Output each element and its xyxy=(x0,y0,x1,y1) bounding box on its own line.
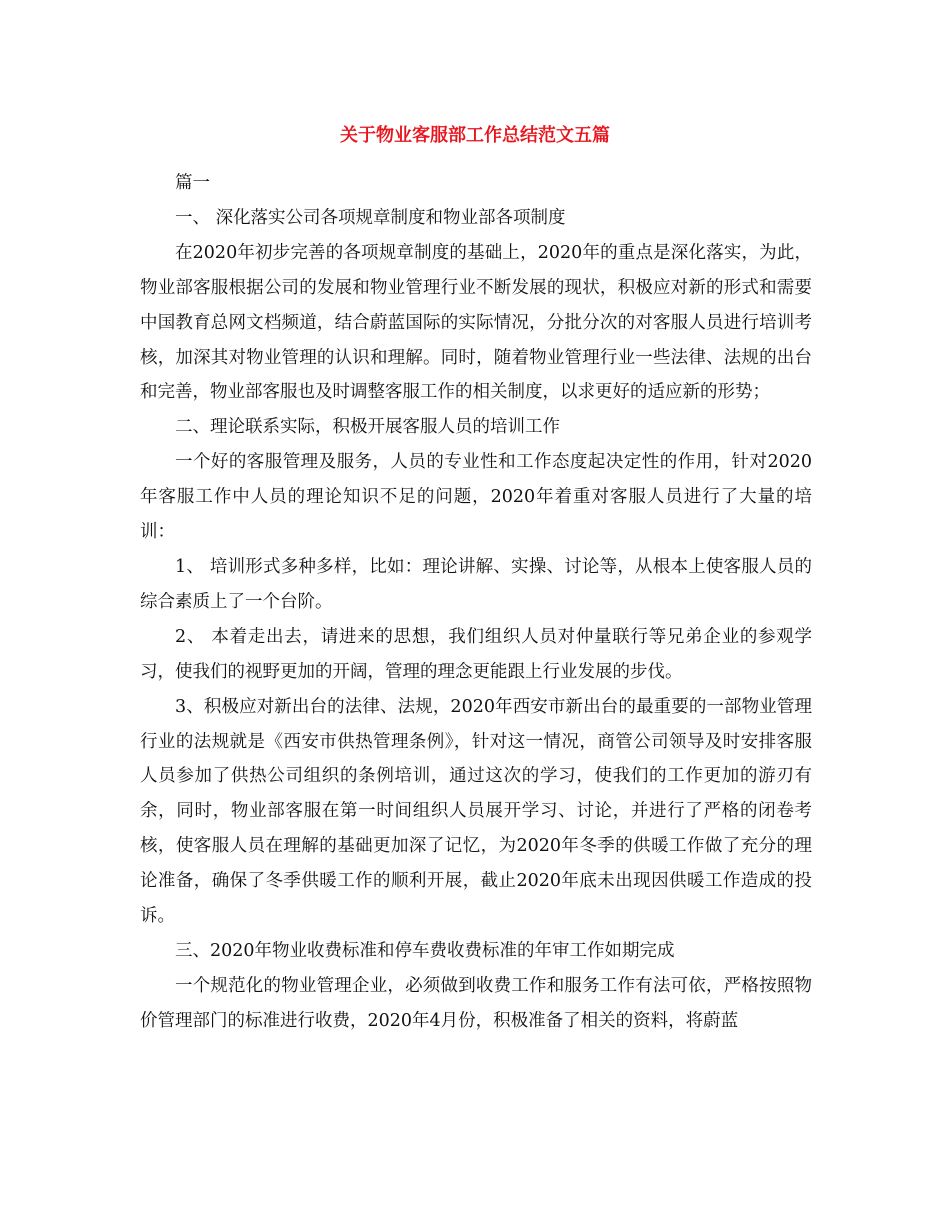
paragraph-2: 一个好的客服管理及服务，人员的专业性和工作态度起决定性的作用，针对2020年客服工作中人员的理论知识不足的问题，2020年着重对客服人员进行了大量的培训： xyxy=(140,452,812,543)
section-label: 篇一 xyxy=(175,173,210,193)
list-item-3: 3、积极应对新出台的法律、法规，2020年西安市新出台的最重要的一部物业管理行业的法规就是《西安市供热管理条例》，针对这一情况，商管公司领导及时安排客服人员参加了供热公司组织的条例培训，通过这次的学习，使我们的工作更加的游刃有余，同时，物业部客服在第一时间组织人员展开学习、讨论，并进行了严格的闭卷考核，使客服人员在理解的基础更加深了记忆，为2020年冬季的供暖工作做了充分的理论准备，确保了冬季供暖工作的顺利开展，截止2020年底未出现因供暖工作造成的投诉。 xyxy=(140,696,812,927)
paragraph-3: 一个规范化的物业管理企业，必须做到收费工作和服务工作有法可依，严格按照物价管理部门的标准进行收费，2020年4月份，积极准备了相关的资料，将蔚蓝 xyxy=(140,975,812,1031)
list-item-2: 2、 本着走出去，请进来的思想，我们组织人员对仲量联行等兄弟企业的参观学习，使我们的视野更加的开阔，管理的理念更能跟上行业发展的步伐。 xyxy=(140,626,812,682)
document-title: 关于物业客服部工作总结范文五篇 xyxy=(340,125,610,146)
heading-1: 一、 深化落实公司各项规章制度和物业部各项制度 xyxy=(175,207,566,228)
heading-2: 二、理论联系实际，积极开展客服人员的培训工作 xyxy=(175,417,560,438)
heading-3: 三、2020年物业收费标准和停车费收费标准的年审工作如期完成 xyxy=(175,940,675,961)
document-body xyxy=(140,166,812,1039)
paragraph-1: 在2020年初步完善的各项规章制度的基础上，2020年的重点是深化落实，为此，物业部客服根据公司的发展和物业管理行业不断发展的现状，积极应对新的形式和需要中国教育总网文档频道，结合蔚蓝国际的实际情况，分批分次的对客服人员进行培训考核，加深其对物业管理的认识和理解。同时，随着物业管理行业一些法律、法规的出台和完善，物业部客服也及时调整客服工作的相关制度，以求更好的适应新的形势； xyxy=(140,242,812,403)
list-item-1: 1、 培训形式多种多样，比如：理论讲解、实操、讨论等，从根本上使客服人员的综合素质上了一个台阶。 xyxy=(140,556,812,612)
